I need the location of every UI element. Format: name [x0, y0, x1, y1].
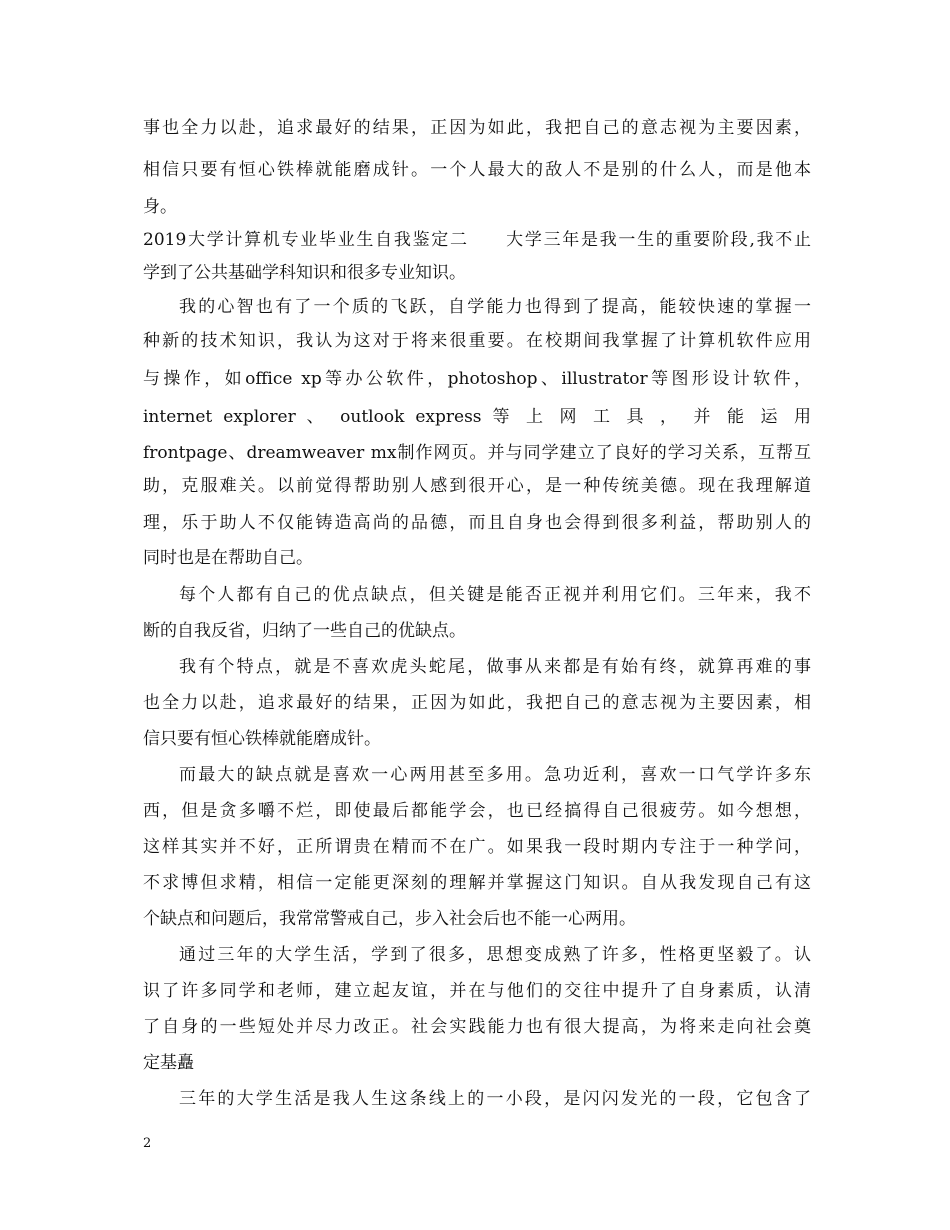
- text-line: 事也全力以赴，追求最好的结果，正因为如此，我把自己的意志视为主要因素，: [143, 118, 811, 138]
- text-line: 也全力以赴，追求最好的结果，正因为如此，我把自己的意志视为主要因素，相: [143, 693, 811, 713]
- text-line: 识了许多同学和老师，建立起友谊，并在与他们的交往中提升了自身素质，认清: [143, 981, 811, 1001]
- section-heading-line: 2019大学计算机专业毕业生自我鉴定二 大学三年是我一生的重要阶段,我不止: [143, 230, 811, 250]
- text-line: 同时也是在帮助自己。: [143, 548, 313, 568]
- paragraph-first-line: 我的心智也有了一个质的飞跃，自学能力也得到了提高，能较快速的掌握一: [179, 297, 811, 317]
- paragraph-first-line: 而最大的缺点就是喜欢一心两用甚至多用。急功近利，喜欢一口气学许多东: [179, 765, 811, 785]
- text-line: 断的自我反省，归纳了一些自己的优缺点。: [143, 621, 466, 641]
- text-line: 了自身的一些短处并尽力改正。社会实践能力也有很大提高，为将来走向社会奠: [143, 1017, 811, 1037]
- text-line: internet explorer 、 outlook express 等 上 网 工 具 ， 并 能 运 用: [143, 407, 811, 427]
- text-line: 这样其实并不好，正所谓贵在精而不在广。如果我一段时期内专注于一种学问，: [143, 837, 811, 857]
- text-line: 学到了公共基础学科知识和很多专业知识。: [143, 263, 466, 283]
- text-line: 不求博但求精，相信一定能更深刻的理解并掌握这门知识。自从我发现自己有这: [143, 873, 811, 893]
- text-line: 西，但是贪多嚼不烂，即使最后都能学会，也已经搞得自己很疲劳。如今想想，: [143, 801, 811, 821]
- text-line: 身。: [143, 197, 177, 217]
- page-number: 2: [143, 1136, 152, 1151]
- text-line: 助，克服难关。以前觉得帮助别人感到很开心，是一种传统美德。现在我理解道: [143, 476, 811, 496]
- text-line: 个缺点和问题后，我常常警戒自己，步入社会后也不能一心两用。: [143, 909, 636, 929]
- paragraph-first-line: 我有个特点，就是不喜欢虎头蛇尾，做事从来都是有始有终，就算再难的事: [179, 657, 811, 677]
- paragraph-first-line: 每个人都有自己的优点缺点，但关键是能否正视并利用它们。三年来，我不: [179, 585, 811, 605]
- paragraph-first-line: 三年的大学生活是我人生这条线上的一小段，是闪闪发光的一段，它包含了: [179, 1089, 811, 1109]
- text-line: 定基矗: [143, 1053, 194, 1073]
- text-line: 信只要有恒心铁棒就能磨成针。: [143, 729, 381, 749]
- text-line: 相信只要有恒心铁棒就能磨成针。一个人最大的敌人不是别的什么人，而是他本: [143, 160, 811, 180]
- text-line: frontpage、dreamweaver mx制作网页。并与同学建立了良好的学习关系，互帮互: [143, 443, 811, 463]
- text-line: 理，乐于助人不仅能铸造高尚的品德，而且自身也会得到很多利益，帮助别人的: [143, 513, 811, 533]
- text-line: 与操作，如office xp等办公软件，photoshop、illustrator等图形设计软件，: [143, 369, 811, 389]
- paragraph-first-line: 通过三年的大学生活，学到了很多，思想变成熟了许多，性格更坚毅了。认: [179, 945, 811, 965]
- text-line: 种新的技术知识，我认为这对于将来很重要。在校期间我掌握了计算机软件应用: [143, 331, 811, 351]
